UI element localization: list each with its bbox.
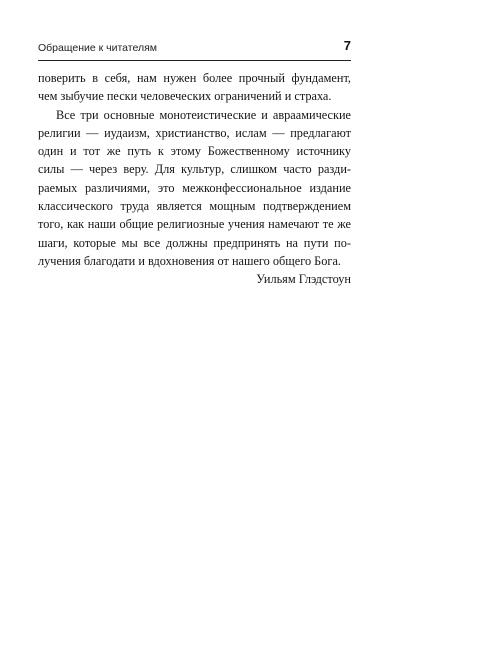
paragraph-2-line-3: один и тот же путь к этому Божественному источнику — [38, 144, 351, 159]
section-title: Обращение к читателям — [38, 42, 158, 54]
signature: Уильям Глэдстоун — [256, 272, 351, 287]
paragraph-2-line-8: шаги, которые мы все должны предпринять на пути по- — [38, 235, 351, 250]
paragraph-2-line-2: религии — иудаизм, христианство, ислам — предлагают — [38, 125, 351, 140]
running-header — [38, 34, 351, 61]
paragraph-2-line-9: лучения благодати и вдохновения от нашего общего Бога. — [38, 253, 341, 268]
paragraph-2-line-5: раемых различиями, это межконфессиональное издание — [38, 180, 351, 195]
paragraph-2-line-6: классического труда является мощным подтверждением — [38, 199, 351, 214]
page-number: 7 — [343, 38, 351, 53]
paragraph-1-line-1: поверить в себя, нам нужен более прочный фундамент, — [38, 71, 351, 85]
paragraph-1-line-2: чем зыбучие пески человеческих ограничений и страха. — [38, 89, 332, 104]
page-body-text — [38, 69, 351, 289]
paragraph-2-line-1: Все три основные монотеистические и авраамические — [56, 107, 351, 122]
paragraph-2-line-4: силы — через веру. Для культур, слишком часто разди- — [38, 162, 351, 177]
paragraph-2-line-7: того, как наши общие религиозные учения намечают те же — [38, 217, 351, 232]
